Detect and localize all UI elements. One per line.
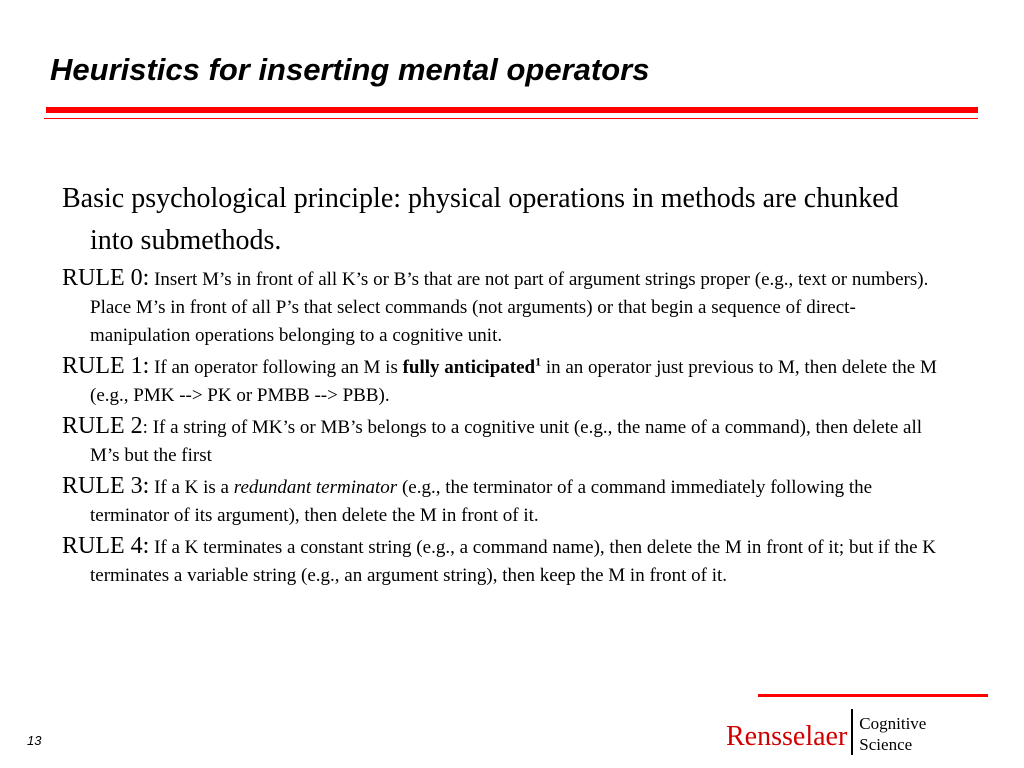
rule-4 bbox=[62, 532, 942, 590]
slide-body bbox=[62, 178, 942, 592]
rule-text-after: (e.g., the terminator of a command immediately following the terminator of its argument), then delete the M in front of it. bbox=[90, 477, 873, 526]
logo-sub-line-2: Science bbox=[859, 735, 913, 754]
rule-text: If a K is a bbox=[149, 477, 234, 498]
title-underline-thick bbox=[46, 107, 978, 113]
rule-label: RULE 3: bbox=[62, 473, 150, 499]
rule-text: If an operator following an M is bbox=[149, 357, 403, 378]
rule-text: : If a string of MK’s or MB’s belongs to a cognitive unit (e.g., the name of a command), then delete all M’s but the first bbox=[90, 417, 923, 466]
rule-label: RULE 1: bbox=[62, 353, 150, 379]
footnote-marker: 1 bbox=[535, 354, 542, 369]
principle-text: Basic psychological principle: physical operations in methods are chunked into submethods. bbox=[62, 183, 899, 256]
rule-text: Insert M’s in front of all K’s or B’s that are not part of argument strings proper (e.g., text or numbers). Place M’s in front of all P’s that select commands (not arguments) or that begin a sequence of direct-manipulation operations belonging to a cognitive unit. bbox=[90, 269, 929, 346]
logo-subtext bbox=[859, 713, 926, 755]
page-number: 13 bbox=[27, 733, 42, 748]
rule-text-after: in an operator just previous to M, then delete the M (e.g., PMK --> PK or PMBB --> PBB). bbox=[90, 357, 937, 406]
title-underline-thin bbox=[44, 118, 978, 119]
rule-label: RULE 4: bbox=[62, 533, 150, 559]
rule-emphasis-italic: redundant terminator bbox=[233, 477, 398, 498]
logo-sub-line-1: Cognitive bbox=[859, 714, 927, 733]
footer-divider bbox=[758, 694, 988, 697]
rule-label: RULE 0: bbox=[62, 265, 150, 291]
rule-0 bbox=[62, 264, 942, 350]
logo-main-text: Rensselaer bbox=[726, 721, 848, 752]
rule-emphasis-bold: fully anticipated bbox=[402, 357, 536, 378]
rule-2 bbox=[62, 412, 942, 470]
slide-title: Heuristics for inserting mental operators bbox=[50, 52, 650, 87]
rule-label: RULE 2 bbox=[62, 413, 143, 439]
rule-text: If a K terminates a constant string (e.g., a command name), then delete the M in front of it; but if the K terminates a variable string (e.g., an argument string), then keep the M in front of it. bbox=[90, 537, 937, 586]
logo-separator bbox=[851, 709, 853, 755]
rule-3 bbox=[62, 472, 942, 530]
rule-1 bbox=[62, 352, 942, 410]
rensselaer-logo bbox=[726, 707, 926, 755]
